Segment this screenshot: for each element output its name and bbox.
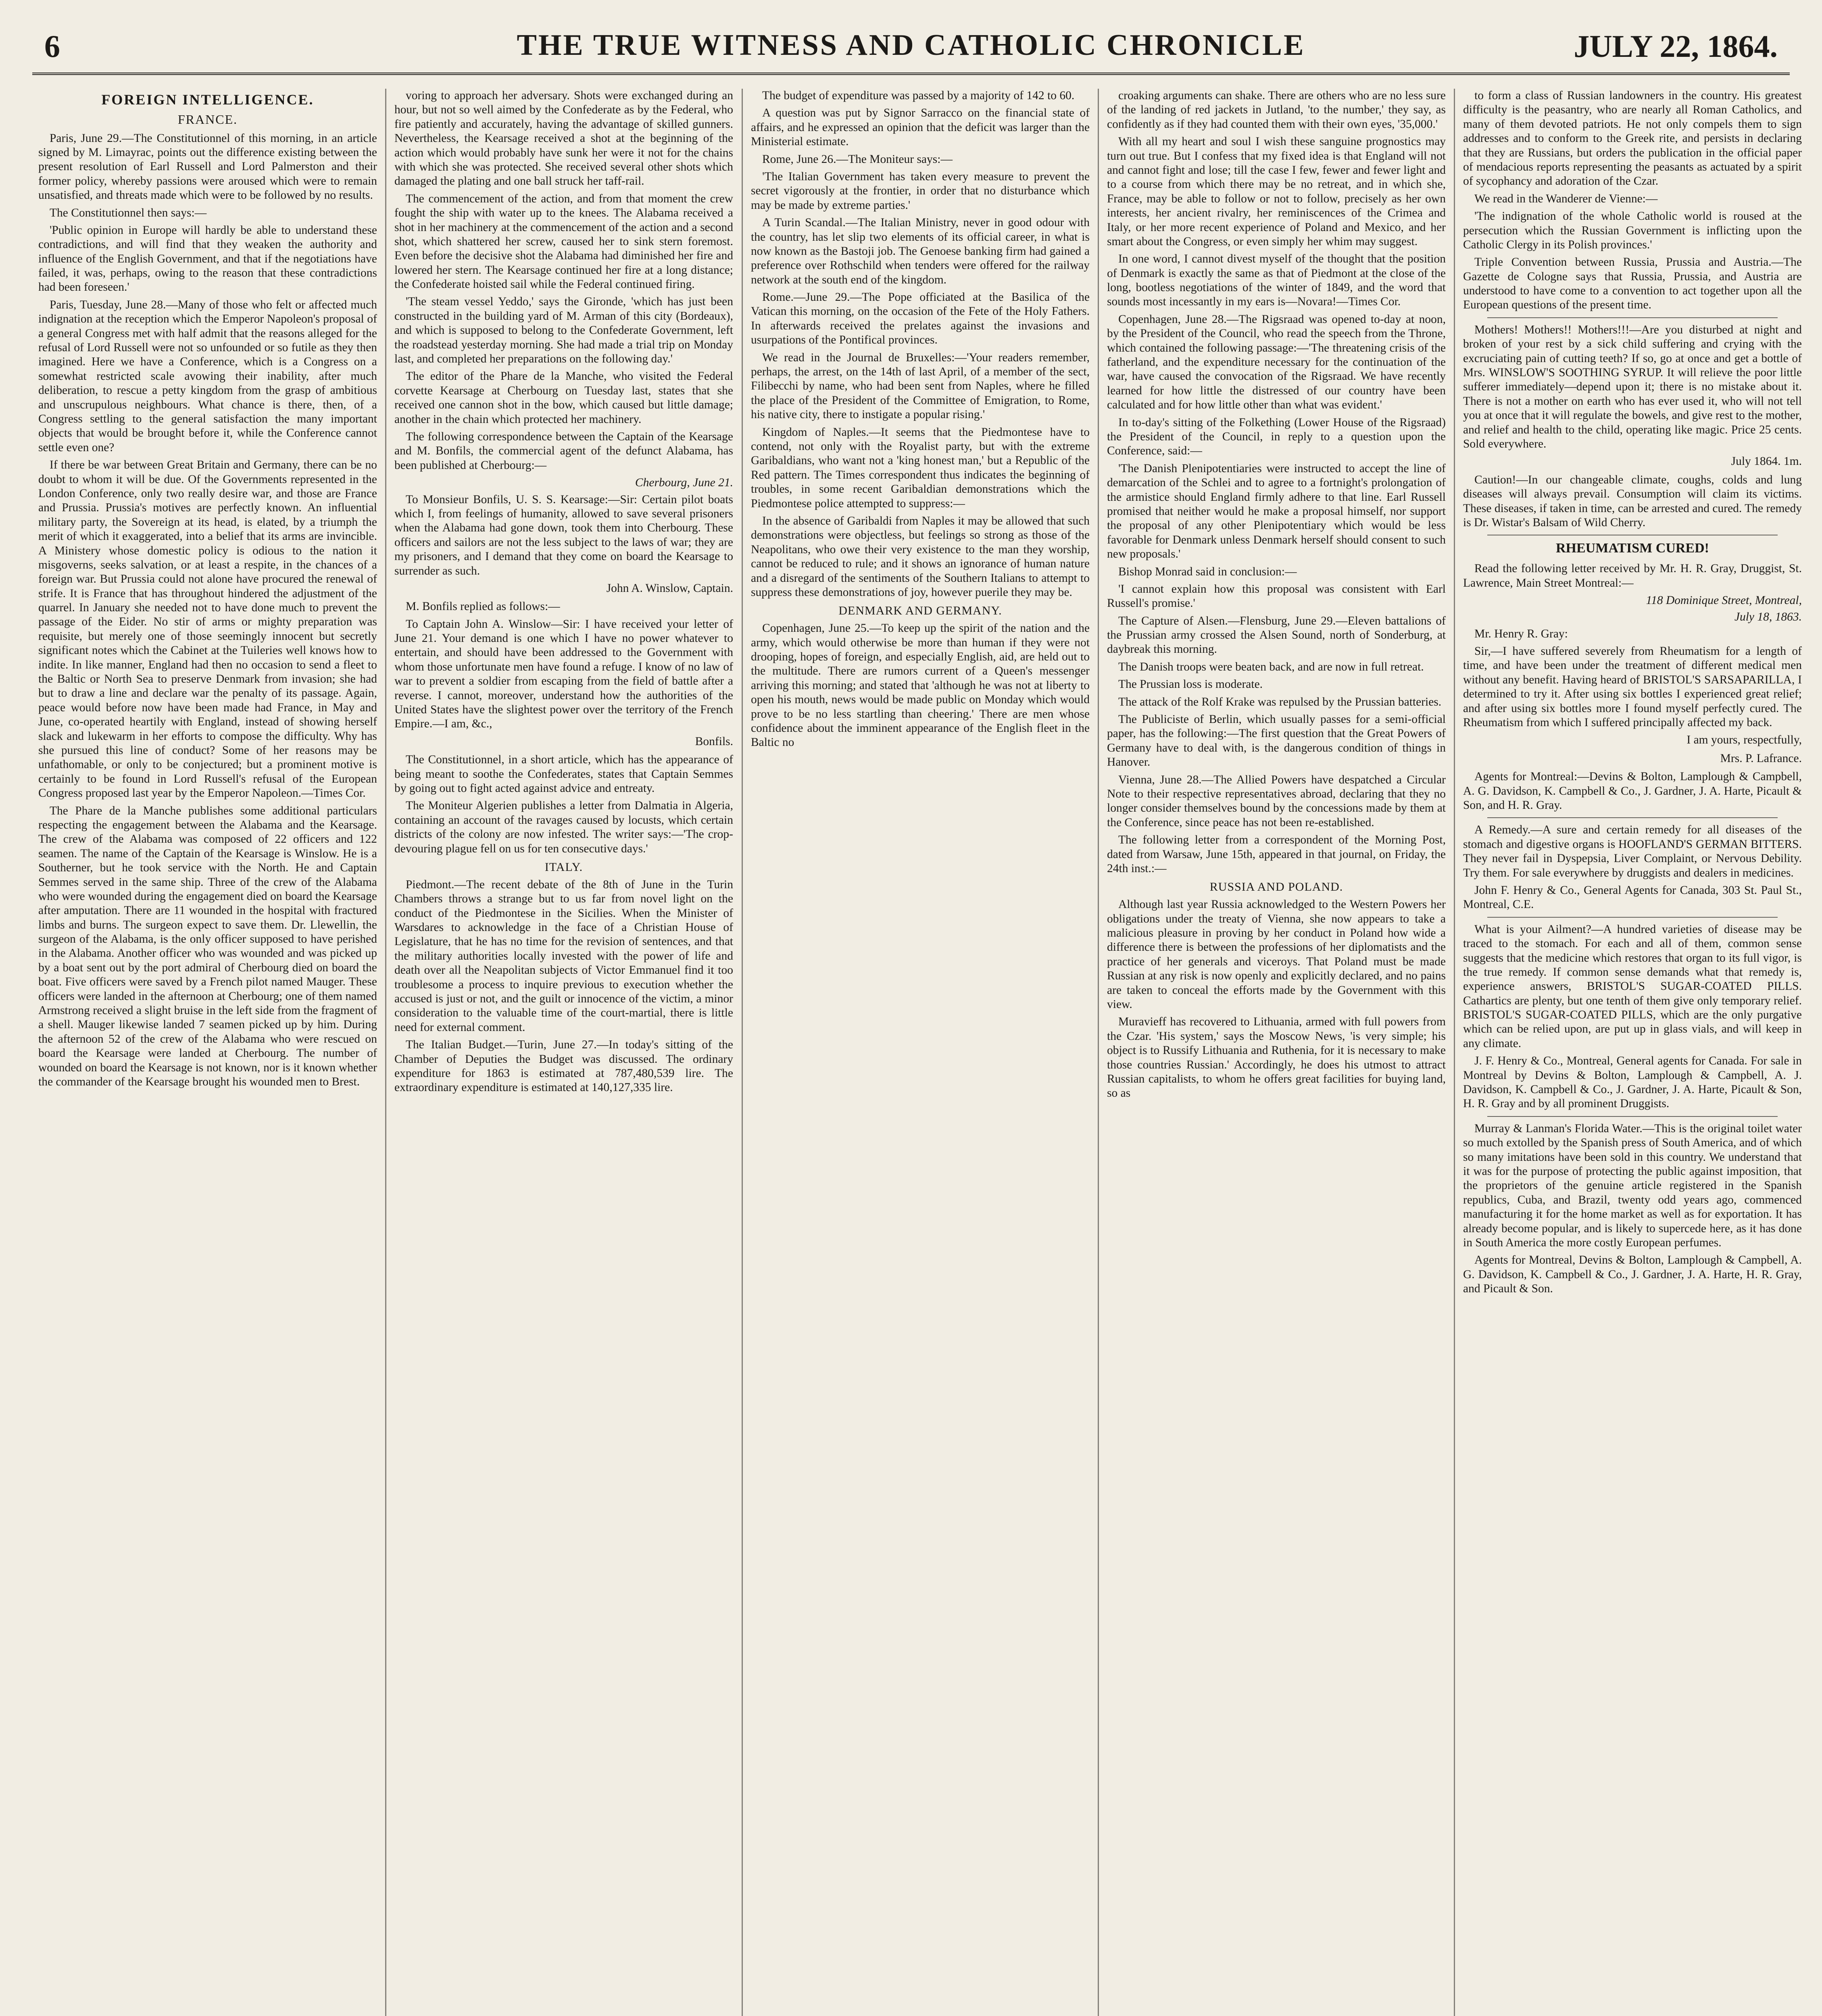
country-heading: FRANCE.	[177, 112, 238, 127]
divider	[1487, 817, 1778, 818]
advertisement: Murray & Lanman's Florida Water.—This is the original toilet water so much extolled by the Spanish press of South America, and of which so many imitations have been sold in this country. We understand that it was for the purpose of protecting the public against imposition, that the proprietors of the genuine article registered in the Spanish republics, Cuba, and Brazil, twenty odd years ago, commenced manufacturing it for the home market as well as for exportation. It has already become popular, and is likely to supercede here, as it has done in South America the more costly European perfumes.	[1463, 1122, 1802, 1249]
paragraph: The Moniteur Algerien publishes a letter from Dalmatia in Algeria, containing an account of the ravages caused by locusts, which certain districts of the colony are now infested. The writer says:—'The crop-devouring plague fell on us for ten consecutive days.'	[394, 799, 733, 855]
paragraph: Copenhagen, June 25.—To keep up the spirit of the nation and the army, which would otherwise be more than human if they were not drooping, hopes of foreign, and especially English, aid, are held out to the multitude. There are rumors current of a Queen's messenger arriving this morning; and stated that 'although he was not at liberty to open his mouth, news would be made public on Monday which would prove to be no less startling than cheering.' There are men whose confidence about the imminent appearance of the English fleet in the Baltic no	[751, 622, 1090, 749]
advertisement: Caution!—In our changeable climate, coughs, colds and lung diseases will always prevail. Consumption will claim its victims. These diseases, if taken in time, can be arrested and cured. The remedy is Dr. Wistar's Balsam of Wild Cherry.	[1463, 473, 1802, 529]
paragraph: voring to approach her adversary. Shots were exchanged during an hour, but not so well aimed by the Confederate as by the Federal, who fire patiently and accurately, having the advantage of skilled gunners. Nevertheless, the Kearsage received a shot at the beginning of the action which would probably have sunk her were it not for the chains with which she was protected. She received several other shots which damaged the plating and one ball struck her taff-rail.	[394, 89, 733, 188]
advertisement: Agents for Montreal:—Devins & Bolton, Lamplough & Campbell, A. G. Davidson, K. Campbell & Co., J. Gardner, J. A. Harte, Picault & Son, and H. R. Gray.	[1463, 770, 1802, 812]
paragraph: A question was put by Signor Sarracco on the financial state of affairs, and he expressed an opinion that the deficit was larger than the Ministerial estimate.	[751, 106, 1090, 148]
advertisement: J. F. Henry & Co., Montreal, General agents for Canada. For sale in Montreal by Devins & Bolton, Lamplough & Campbell, A. J. Davidson, K. Campbell & Co., J. Gardner, J. A. Harte, Picault & Son, H. R. Gray and by all prominent Druggists.	[1463, 1054, 1802, 1110]
country-heading: RUSSIA AND POLAND.	[1209, 880, 1343, 894]
letter-date: July 18, 1863.	[1734, 610, 1802, 624]
paragraph: We read in the Wanderer de Vienne:—	[1474, 192, 1658, 205]
paragraph: The Constitutionnel then says:—	[50, 206, 207, 219]
paragraph: If there be war between Great Britain and Germany, there can be no doubt to whom it will be due. Of the Governments represented in the London Conference, only two really desire war, and those are France and Prussia. Prussia's motives are perfectly known. An influential military party, the Sovereign at its head, is elated, by a triumph the merit of which it exaggerated, into a belief that its arms are invincible. A Ministery whose domestic policy is odious to the nation it misgoverns, seeks salvation, or at least a respite, in the chances of a foreign war. But Prussia could not alone have procured the renewal of strife. It is France that has throughout hindered the adjustment of the quarrel. In January she needed not to have done much to prevent the passage of the Eider. No stir of arms or mighty preparation was requisite, but merely one of those seemingly innocent but secretly significant notes which the Cabinet at the Tuileries well knows how to indite. In like manner, England had then no occasion to send a fleet to the Baltic or North Sea to preserve Denmark from invasion; she had but to draw a line and declare war the penalty of its passage. Again, peace would before now have been made had France, in May and June, co-operated heartily with England, instead of showing herself slack and lukewarm in her efforts to compose the difficulty. Why has she pursued this line of conduct? Some of her reasons may be unfathomable, or only to be conjectured; but a prominent motive is certainly to be found in Lord Russell's refusal of the European Congress proposed last year by the Emperor Napoleon.—Times Cor.	[38, 458, 377, 800]
paragraph: The Italian Budget.—Turin, June 27.—In today's sitting of the Chamber of Deputies the Budget was discussed. The ordinary expenditure for 1863 is estimated at 787,480,539 lire. The extraordinary expenditure is estimated at 140,127,335 lire.	[394, 1038, 733, 1094]
paragraph: 'The Danish Plenipotentiaries were instructed to accept the line of demarcation of the Schlei and to agree to a fortnight's prolongation of the armistice should England firmly adhere to that line. Earl Russell promised that neither would he make a proposal himself, nor support the proposal of any other Plenipotentiary which would be less favorable for Denmark unless Denmark herself should consent to such new proposals.'	[1107, 462, 1446, 561]
ad-heading: RHEUMATISM CURED!	[1556, 541, 1709, 556]
paragraph: Piedmont.—The recent debate of the 8th of June in the Turin Chambers throws a strange but to us far from novel light on the conduct of the Piedmontese in the Sicilies. When the Minister of Warsdares to acknowledge in the face of a Christian House of Legislature, that he has no time for the revision of sentences, and that the military authorities locally invested with the power of life and death over all the Neapolitan subjects of Victor Emmanuel find it too troublesome a process to inquire previous to execution whether the accused is just or not, and the guilt or innocence of the victim, a minor consideration to the valuable time of the court-martial, there is little need for external comment.	[394, 878, 733, 1034]
paragraph: In the absence of Garibaldi from Naples it may be allowed that such demonstrations were objectless, but feelings so strong as those of the Neapolitans, who owe their very existence to the man they worship, cannot be reduced to rule; and it shows an ignorance of human nature and a disregard of the sentiments of the Southern Italians to attempt to suppress these demonstrations of joy, however puerile they may be.	[751, 514, 1090, 599]
letter-dateline: Cherbourg, June 21.	[635, 476, 733, 489]
column-2	[394, 89, 733, 2016]
signature: Mrs. P. Lafrance.	[1720, 752, 1802, 765]
paragraph: The following letter from a correspondent of the Morning Post, dated from Warsaw, June 15th, appeared in that journal, on Friday, the 24th inst.:—	[1107, 833, 1446, 875]
paragraph: The commencement of the action, and from that moment the crew fought the ship with water up to the knees. The Alabama received a shot in her machinery at the commencement of the action and a second shot, which shattered her screw, caused her to sink stern foremost. Even before the decisive shot the Alabama had diminished her fire and lowered her stern. The Kearsage continued her fire at a long distance; the Confederate hoisted sail while the Federal continued firing.	[394, 192, 733, 291]
column-rule	[1098, 89, 1099, 2016]
paragraph: The Prussian loss is moderate.	[1118, 678, 1263, 691]
paragraph: In to-day's sitting of the Folkething (Lower House of the Rigsraad) the President of the Council, in reply to a question upon the Conference, said:—	[1107, 416, 1446, 458]
paragraph: Triple Convention between Russia, Prussia and Austria.—The Gazette de Cologne says that Russia, Prussia, and Austria are understood to have come to a convention to act together upon all the European questions of the present time.	[1463, 256, 1802, 312]
ad-code: 1m.	[1783, 455, 1802, 468]
paragraph: 'The steam vessel Yeddo,' says the Gironde, 'which has just been constructed in the building yard of M. Arman of this city (Bordeaux), and which is supposed to belong to the Confederate Government, left the roadstead yesterday morning. She had made a trial trip on Monday last, and completed her preparations on the following day.'	[394, 295, 733, 366]
section-heading: FOREIGN INTELLIGENCE.	[101, 92, 314, 108]
paragraph: 'The Italian Government has taken every measure to prevent the secret vigorously at the frontier, in order that no disturbance which may be made by extreme parties.'	[751, 170, 1090, 212]
paragraph: croaking arguments can shake. There are others who are no less sure of the landing of red jackets in Jutland, 'to the number,' they say, as confidently as if they had counted them with their own eyes, '35,000.'	[1107, 89, 1446, 131]
paragraph: The Publiciste of Berlin, which usually passes for a semi-official paper, has the following:—The first question that the Great Powers of Germany have to deal with, is the dangerous condition of things in Hanover.	[1107, 713, 1446, 769]
newspaper-title: THE TRUE WITNESS AND CATHOLIC CHRONICLE	[517, 29, 1305, 62]
paragraph: The following correspondence between the Captain of the Kearsage and M. Bonfils, the commercial agent of the defunct Alabama, has been published at Cherbourg:—	[394, 430, 733, 472]
paragraph: A Turin Scandal.—The Italian Ministry, never in good odour with the country, has let slip two elements of its official career, in what is now known as the Bastoji job. The Genoese banking firm had gained a preference over Rothschild when tenders were offered for the railway network at the south end of the kingdom.	[751, 216, 1090, 286]
paragraph: Paris, June 29.—The Constitutionnel of this morning, in an article signed by M. Limayrac, points out the difference existing between the present resolution of Earl Russell and Lord Palmerston and their former policy, whereby passions were aroused which were to remain unsatisfied, and threats made which were to be followed by no results.	[38, 131, 377, 202]
column-3	[751, 89, 1090, 2016]
paragraph: M. Bonfils replied as follows:—	[406, 600, 560, 613]
advertisement: Mothers! Mothers!! Mothers!!!—Are you disturbed at night and broken of your rest by a sick child suffering and crying with the excruciating pain of cutting teeth? If so, go at once and get a bottle of Mrs. WINSLOW'S SOOTHING SYRUP. It will relieve the poor little sufferer immediately—depend upon it; there is no mistake about it. There is not a mother on earth who has ever used it, who will not tell you at once that it will regulate the bowels, and give rest to the mother, and relief and health to the child, operating like magic. Price 25 cents. Sold everywhere.	[1463, 323, 1802, 450]
paragraph: The Danish troops were beaten back, and are now in full retreat.	[1118, 660, 1424, 673]
paragraph: With all my heart and soul I wish these sanguine prognostics may turn out true. But I confess that my fixed idea is that England will not and cannot fight and lose; till the case I few, fewer and fewer light and to a course from which there may be no retreat, and in which she, France, may be able to follow or not to follow, precisely as her own interests, her ancient rivalry, her reminiscences of the Crimea and Italy, or her more recent experience of Poland and Mexico, and her smart about the Congress, or even simply her whim may suggest.	[1107, 135, 1446, 248]
paragraph: To Captain John A. Winslow—Sir: I have received your letter of June 21. Your demand is one which I have no power whatever to entertain, and should have been addressed to the Government with whom those unfortunate men have found a refuge. I know of no law of war to prevent a soldier from escaping from the field of battle after a reverse. I cannot, moreover, understand how the authorities of the United States have the slightest power over the territory of the French Empire.—I am, &c.,	[394, 617, 733, 731]
paragraph: The Constitutionnel, in a short article, which has the appearance of being meant to soothe the Confederates, states that Captain Semmes by going out to fight acted against advice and entreaty.	[394, 753, 733, 795]
paragraph: The attack of the Rolf Krake was repulsed by the Prussian batteries.	[1118, 695, 1442, 708]
advertisement: John F. Henry & Co., General Agents for Canada, 303 St. Paul St., Montreal, C.E.	[1463, 883, 1802, 911]
ad-date: July 1864.	[1731, 455, 1781, 468]
column-5	[1463, 89, 1802, 2016]
masthead	[32, 12, 1790, 75]
page-number: 6	[44, 29, 60, 64]
paragraph: Paris, Tuesday, June 28.—Many of those who felt or affected much indignation at the reception which the Emperor Napoleon's proposal of a general Congress met with half admit that the reasons alleged for the refusal of Lord Russell were not so unfounded or so futile as they then imagined. Here we have a Conference, which is a Congress on a somewhat restricted scale avowing their inability, after much deliberation, to rescue a petty kingdom from the grasp of ambitious and unscrupulous neighbours. What chance is there, then, of a Congress settling to the general satisfaction the many important objects that would be brought before it, while the Conference cannot settle even one?	[38, 298, 377, 454]
paragraph: to form a class of Russian landowners in the country. His greatest difficulty is the peasantry, who are nearly all Roman Catholics, and many of them devoted patriots. He not only compels them to sign addresses and to conform to the Greek rite, and persists in declaring that they are Russians, but orders the publication in the official paper of mendacious reports representing the peasants as actuated by a spirit of sycophancy and adoration of the Czar.	[1463, 89, 1802, 188]
paragraph: Vienna, June 28.—The Allied Powers have despatched a Circular Note to their respective representatives abroad, declaring that they no longer consider themselves bound by the concessions made by them at the Conference, since peace has not been re-established.	[1107, 773, 1446, 829]
paragraph: 'Public opinion in Europe will hardly be able to understand these contradictions, and will find that they weaken the authority and influence of the English Government, and that if the negotiations have failed, it was, perhaps, owing to the reason that these contradictions had been foreseen.'	[38, 223, 377, 294]
issue-date: JULY 22, 1864.	[1574, 29, 1778, 64]
paragraph: Copenhagen, June 28.—The Rigsraad was opened to-day at noon, by the President of the Council, who read the speech from the Throne, which contained the following passage:—'The threatening crisis of the fatherland, and the expenditure necessary for the continuation of the war, have caused the convocation of the Rigsraad. We have recently learned for how little the distressed of our country have been calculated and for how little other than what was evident.'	[1107, 312, 1446, 412]
paragraph: Although last year Russia acknowledged to the Western Powers her obligations under the treaty of Vienna, she now appears to take a malicious pleasure in proving by her conduct in Poland how wide a difference there is between the professions of her diplomatists and the practice of her generals and viceroys. That Poland must be made Russian at any risk is now openly and explicitly declared, and no pains are taken to conceal the efforts made by the Government with this view.	[1107, 898, 1446, 1011]
advertisement: Read the following letter received by Mr. H. R. Gray, Druggist, St. Lawrence, Main Street Montreal:—	[1463, 562, 1802, 589]
advertisement: Sir,—I have suffered severely from Rheumatism for a length of time, and have been under the treatment of different medical men without any benefit. Having heard of BRISTOL'S SARSAPARILLA, I determined to try it. After using six bottles I experienced great relief; and after using six bottles more I found myself perfectly cured. The Rheumatism from which I suffered principally affected my back.	[1463, 645, 1802, 729]
column-4	[1107, 89, 1446, 2016]
paragraph: Rome, June 26.—The Moniteur says:—	[762, 152, 953, 166]
country-heading: DENMARK AND GERMANY.	[838, 604, 1002, 618]
advertisement: Agents for Montreal, Devins & Bolton, Lamplough & Campbell, A. G. Davidson, K. Campbell & Co., J. Gardner, J. A. Harte, H. R. Gray, and Picault & Son.	[1463, 1254, 1802, 1295]
ad-dateline	[1463, 454, 1802, 469]
paragraph: In one word, I cannot divest myself of the thought that the position of Denmark is exactly the same as that of Piedmont at the close of the long, bootless negotiations of the winter of 1849, and the word that sounds most incessantly in my ears is—Novara!—Times Cor.	[1107, 252, 1446, 308]
paragraph: Bishop Monrad said in conclusion:—	[1118, 565, 1297, 578]
paragraph: Rome.—June 29.—The Pope officiated at the Basilica of the Vatican this morning, on the occasion of the Fete of the Holy Fathers. In afterwards received the prelates against the invasions and usurpations of the Pontifical provinces.	[751, 291, 1090, 347]
signature: Bonfils.	[695, 735, 733, 748]
paragraph: The editor of the Phare de la Manche, who visited the Federal corvette Kearsage at Cherbourg on Tuesday last, states that she received one cannon shot in the bow, which caused but little damage; another in the chain which protected her machinery.	[394, 370, 733, 426]
paragraph: To Monsieur Bonfils, U. S. S. Kearsage:—Sir: Certain pilot boats which I, from feelings of humanity, allowed to save several prisoners when the Alabama had gone down, took them into Cherbourg. These officers and sailors are not the less subject to the laws of war; they are my prisoners, and I demand that they come on board the Kearsage to surrender as such.	[394, 493, 733, 577]
paragraph: The budget of expenditure was passed by a majority of 142 to 60.	[762, 89, 1075, 102]
salutation: Mr. Henry R. Gray:	[1474, 627, 1568, 640]
paragraph: We read in the Journal de Bruxelles:—'Your readers remember, perhaps, the arrest, on the 14th of last April, of a member of the sect, Filibecchi by name, who had been sent from Naples, where he filled the place of the President of the Committee of Emigration, to Rome, his native city, there to instigate a popular rising.'	[751, 351, 1090, 421]
column-1	[38, 89, 377, 2016]
paragraph: 'I cannot explain how this proposal was consistent with Earl Russell's promise.'	[1107, 582, 1446, 610]
signature: John A. Winslow, Captain.	[606, 581, 733, 595]
divider	[1487, 317, 1778, 318]
divider	[1487, 917, 1778, 918]
closing: I am yours, respectfully,	[1686, 733, 1802, 747]
country-heading: ITALY.	[544, 860, 583, 874]
column-rule	[1454, 89, 1455, 2016]
column-rule	[742, 89, 743, 2016]
paragraph: The Capture of Alsen.—Flensburg, June 29.—Eleven battalions of the Prussian army crossed the Alsen Sound, north of Sonderburg, at daybreak this morning.	[1107, 614, 1446, 656]
advertisement: What is your Ailment?—A hundred varieties of disease may be traced to the stomach. For each and all of them, common sense suggests that the medicine which restores that organ to its full vigor, is the true remedy. If common sense demands what that remedy is, experience answers, BRISTOL'S SUGAR-COATED PILLS. Cathartics are plenty, but one tenth of them give only temporary relief. BRISTOL'S SUGAR-COATED PILLS, which are the only purgative which can be relied upon, are put up in glass vials, and will keep in any climate.	[1463, 923, 1802, 1050]
divider	[1487, 1116, 1778, 1117]
advertisement: A Remedy.—A sure and certain remedy for all diseases of the stomach and digestive organs is HOOFLAND'S GERMAN BITTERS. They never fail in Dyspepsia, Liver Complaint, or Nervous Debility. Try them. For sale everywhere by druggists and dealers in medicines.	[1463, 823, 1802, 879]
column-rule	[385, 89, 386, 2016]
letter-address: 118 Dominique Street, Montreal,	[1646, 594, 1802, 607]
paragraph: The Phare de la Manche publishes some additional particulars respecting the engagement between the Alabama and the Kearsage. The crew of the Alabama was composed of 22 officers and 122 seamen. The name of the Captain of the Kearsage is Winslow. He is a Southerner, but he took service with the North. He and Captain Semmes served in the same ship. Three of the crew of the Alabama who were wounded during the engagement died on board the Kearsage after amputation. There are 11 wounded in the hospital with fractured limbs and burns. The surgeon expect to save them. Dr. Llewellin, the surgeon of the Alabama, is the only officer supposed to have perished in the Alabama. Another officer who was wounded and was picked up by a boat sent out by the port admiral of Cherbourg died on board the boat. Five officers were saved by a French pilot named Mauger. These officers were landed in the afternoon at Cherbourg; one of them named Armstrong received a slight bruise in the left side from the fragment of a shell. Mauger likewise landed 7 seamen picked up by him. During the afternoon 52 of the crew of the Alabama who were rescued on board the Kearsage were landed at Cherbourg. The number of wounded on board the Kearsage is not known, nor is it known whether the commander of the Kearsage brought his wounded men to Brest.	[38, 804, 377, 1088]
paragraph: Muravieff has recovered to Lithuania, armed with full powers from the Czar. 'His system,' says the Moscow News, 'is very simple; his object is to Russify Lithuania and Ruthenia, for it is necessary to make those countries Russian.' Accordingly, he does his utmost to attract Russian capitalists, to whom he offers great facilities for buying land, so as	[1107, 1015, 1446, 1100]
paragraph: 'The indignation of the whole Catholic world is roused at the persecution which the Russian Government is inflicting upon the Catholic Clergy in its Polish provinces.'	[1463, 210, 1802, 251]
paragraph: Kingdom of Naples.—It seems that the Piedmontese have to contend, not only with the Royalist party, but with the extreme Garibaldians, who want not a 'king honest man,' but a Republic of the Red pattern. The Times correspondent thus indicates the beginning of troubles, in some recent Garibaldian demonstrations which the Piedmontese police attempted to suppress:—	[751, 425, 1090, 510]
